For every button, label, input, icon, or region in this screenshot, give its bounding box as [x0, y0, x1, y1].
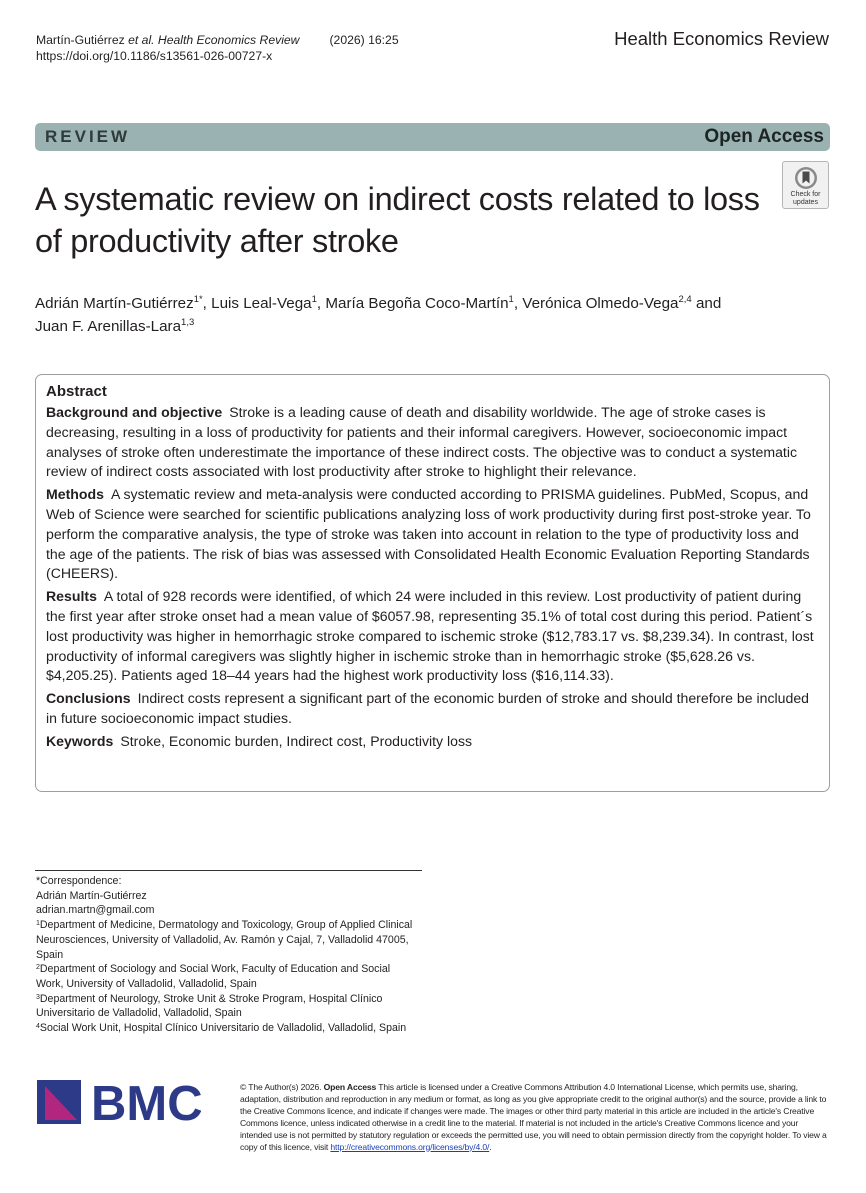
correspondence-email[interactable]: adrian.martn@gmail.com: [36, 904, 155, 917]
license-end: .: [489, 1141, 492, 1152]
affiliation-text: Department of Medicine, Dermatology and Toxicology, Group of Applied Clinical Neurosciences, University of Valladolid, Av. Ramón y Cajal, 7, Valladolid 47005, Spain: [36, 919, 413, 961]
author-separator: ,: [202, 295, 212, 312]
abstract-results: [46, 587, 819, 686]
conclusions-text: Indirect costs represent a significant part of the economic burden of stroke and should therefore be included in future socioeconomic impact studies.: [46, 690, 809, 726]
journal-name: Health Economics Review: [614, 28, 829, 49]
results-text: A total of 928 records were identified, of which 24 were included in this review. Lost productivity of patient during the first year after stroke onset had a mean value of $6057.98, representing 35.1% of total cost during this period. Patient´s lost productivity was higher in hemorrhagic stroke compared to ischemic stroke ($12,783.17 vs. $8,239.34). In contrast, lost productivity of informal caregivers was slightly higher in ischemic stroke than in hemorrhagic stroke ($5,628.26 vs. $4,205.25). Patients aged 18–44 years had the highest work productivity loss ($16,114.33).: [46, 588, 814, 684]
author-separator: and: [691, 295, 722, 312]
license-text: This article is licensed under a Creative Commons Attribution 4.0 International License, which permits use, sharing, adaptation, distribution and reproduction in any medium or format, as long as you give appropriate credit to the original author(s) and the source, provide a link to the Creative Commons licence, and indicate if changes were made. The images or other third party material in this article are included in the article's Creative Commons licence, unless indicated otherwise in a credit line to the material. If material is not included in the article's Creative Commons licence and your intended use is not permitted by statutory regulation or exceeds the permitted use, you will need to obtain permission directly from the copyright holder. To view a copy of this licence, visit: [240, 1082, 827, 1152]
article-type-banner: [35, 123, 830, 151]
open-access-label: Open Access: [704, 126, 824, 147]
license-open-access: Open Access: [323, 1082, 377, 1092]
background-text: Stroke is a leading cause of death and disability worldwide. The age of stroke cases is decreasing, resulting in a loss of productivity for patients and their informal caregivers. However, socioeconomic impact analyses of stroke often underestimate the importance of these indirect costs. The objective was to conduct a systematic review of indirect costs associated with lost productivity after stroke to highlight their relevance.: [46, 404, 798, 480]
license-link[interactable]: http://creativecommons.org/licenses/by/4.0/: [330, 1141, 490, 1152]
abstract-heading: Abstract: [46, 383, 107, 400]
author-name[interactable]: Adrián Martín-Gutiérrez: [35, 295, 194, 312]
keywords-label: Keywords: [46, 732, 114, 749]
affiliation-number: 4: [36, 1023, 40, 1031]
bmc-logo-text: BMC: [91, 1080, 203, 1126]
bmc-logo: [37, 1080, 217, 1126]
background-label: Background and objective: [46, 404, 223, 420]
citation-authors: Martín-Gutiérrez: [36, 33, 129, 47]
abstract-background: [46, 403, 819, 482]
correspondence-label: *Correspondence:: [36, 875, 122, 887]
results-label: Results: [46, 588, 97, 605]
abstract-conclusions: [46, 689, 819, 729]
author-affiliation: 1,3: [181, 317, 195, 328]
author-separator: ,: [316, 295, 326, 312]
citation-journal: et al. Health Economics Review: [128, 33, 300, 47]
check-for-label: Check for: [790, 191, 821, 198]
author-separator: ,: [513, 295, 523, 312]
affiliation-number: 1: [36, 920, 40, 928]
citation-year: (2026) 16:25: [329, 33, 399, 47]
affiliation: [36, 1021, 416, 1036]
updates-label: updates: [793, 198, 818, 206]
methods-label: Methods: [46, 486, 104, 503]
running-header: [36, 32, 399, 64]
affiliation: [36, 918, 416, 962]
affiliation: [36, 962, 416, 991]
author-affiliation: 1: [311, 294, 317, 305]
author-name[interactable]: Luis Leal-Vega: [211, 295, 312, 312]
footnotes: [36, 874, 416, 1036]
conclusions-label: Conclusions: [46, 690, 131, 707]
author-affiliation: 1*: [193, 294, 203, 305]
methods-text: A systematic review and meta-analysis were conducted according to PRISMA guidelines. PubMed, Scopus, and Web of Science were searched for scientific publications analyzing loss of work productivity during first post-stroke year. To perform the comparative analysis, the type of stroke was taken into account in relation to the type of productivity loss and the age of the patients. The risk of bias was assessed with Consolidated Health Economic Evaluation Reporting Standards (CHEERS).: [46, 486, 811, 582]
article-type: REVIEW: [45, 127, 131, 146]
author-affiliation: 2,4: [678, 294, 692, 305]
affiliation: [36, 992, 416, 1021]
abstract-keywords: [46, 732, 819, 752]
check-for-updates-button[interactable]: [782, 161, 829, 209]
author-name[interactable]: María Begoña Coco-Martín: [325, 295, 509, 312]
affiliation-text: Department of Neurology, Stroke Unit & Stroke Program, Hospital Clínico Universitario de Valladolid, Valladolid, Spain: [36, 992, 383, 1020]
author-list: [35, 292, 815, 338]
affiliation-text: Department of Sociology and Social Work, Faculty of Education and Social Work, University of Valladolid, Valladolid, Spain: [36, 963, 391, 990]
article-title: A systematic review on indirect costs related to loss of productivity after stroke: [35, 181, 760, 259]
affiliation-number: 3: [36, 993, 40, 1001]
bookmark-icon: [794, 166, 818, 190]
correspondence-name: Adrián Martín-Gutiérrez: [36, 889, 147, 902]
abstract-box: [35, 374, 830, 792]
author-affiliation: 1: [508, 294, 514, 305]
affiliation-text: Social Work Unit, Hospital Clínico Universitario de Valladolid, Valladolid, Spain: [39, 1022, 407, 1035]
footnote-divider: [35, 870, 422, 871]
affiliation-number: 2: [36, 964, 40, 972]
abstract-methods: [46, 485, 819, 584]
doi-link[interactable]: https://doi.org/10.1186/s13561-026-00727-x: [36, 49, 273, 63]
author-name[interactable]: Juan F. Arenillas-Lara: [35, 318, 182, 335]
license-notice: [240, 1082, 832, 1153]
keywords-text: Stroke, Economic burden, Indirect cost, Productivity loss: [120, 732, 473, 749]
author-name[interactable]: Verónica Olmedo-Vega: [522, 295, 679, 312]
copyright: © The Author(s) 2026.: [240, 1082, 322, 1092]
citation-line: [36, 32, 399, 48]
